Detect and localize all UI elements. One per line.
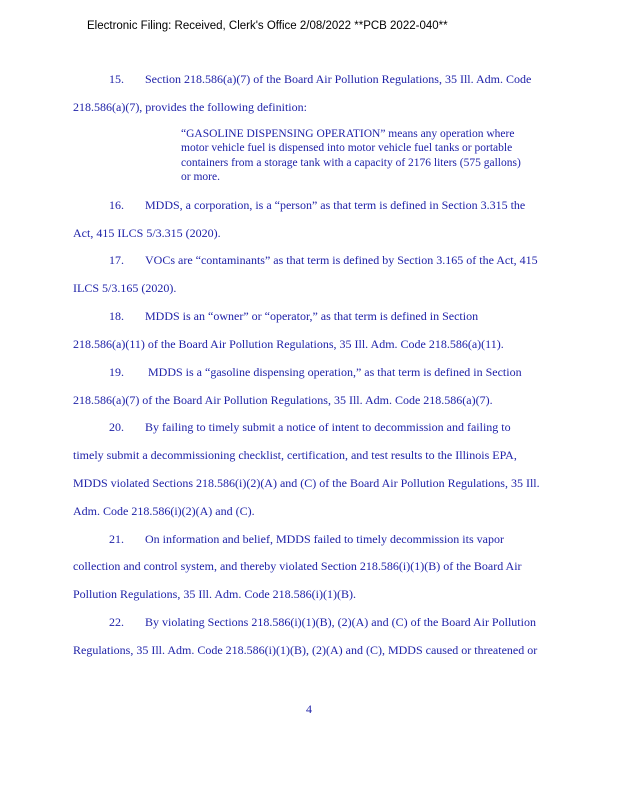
quote-line: or more. bbox=[181, 171, 220, 184]
paragraph-number: 16. bbox=[109, 198, 124, 212]
paragraph-line: collection and control system, and thereby violated Section 218.586(i)(1)(B) of the Board Air bbox=[73, 559, 522, 573]
paragraph-number: 21. bbox=[109, 532, 124, 546]
paragraph-line: 218.586(a)(11) of the Board Air Pollution Regulations, 35 Ill. Adm. Code 218.586(a)(11). bbox=[73, 337, 504, 351]
filing-stamp-header: Electronic Filing: Received, Clerk's Office 2/08/2022 **PCB 2022-040** bbox=[87, 20, 448, 32]
paragraph-line: 218.586(a)(7) of the Board Air Pollution Regulations, 35 Ill. Adm. Code 218.586(a)(7). bbox=[73, 393, 493, 407]
paragraph-number: 17. bbox=[109, 253, 124, 267]
paragraph-line: Act, 415 ILCS 5/3.315 (2020). bbox=[73, 226, 221, 240]
quote-line: containers from a storage tank with a capacity of 2176 liters (575 gallons) bbox=[181, 156, 521, 169]
paragraph-line: MDDS is a “gasoline dispensing operation,” as that term is defined in Section bbox=[148, 365, 522, 379]
paragraph-line: 218.586(a)(7), provides the following definition: bbox=[73, 100, 307, 114]
paragraph-line: On information and belief, MDDS failed to timely decommission its vapor bbox=[145, 532, 504, 546]
paragraph-line: MDDS, a corporation, is a “person” as that term is defined in Section 3.315 the bbox=[145, 198, 526, 212]
paragraph-line: Pollution Regulations, 35 Ill. Adm. Code 218.586(i)(1)(B). bbox=[73, 587, 356, 601]
page-number: 4 bbox=[306, 702, 312, 716]
paragraph-line: timely submit a decommissioning checklist, certification, and test results to the Illinois EPA, bbox=[73, 448, 517, 462]
paragraph-line: Section 218.586(a)(7) of the Board Air Pollution Regulations, 35 Ill. Adm. Code bbox=[145, 72, 532, 86]
quote-line: “GASOLINE DISPENSING OPERATION” means any operation where bbox=[181, 128, 515, 140]
paragraph-line: MDDS violated Sections 218.586(i)(2)(A) and (C) of the Board Air Pollution Regulations, 35 Ill. bbox=[73, 476, 540, 490]
paragraph-number: 15. bbox=[109, 72, 124, 86]
quote-line: motor vehicle fuel is dispensed into motor vehicle fuel tanks or portable bbox=[181, 142, 513, 155]
paragraph-number: 19. bbox=[109, 365, 124, 379]
paragraph-line: VOCs are “contaminants” as that term is defined by Section 3.165 of the Act, 415 bbox=[145, 253, 538, 267]
definition-block-quote bbox=[181, 127, 591, 185]
paragraph-number: 22. bbox=[109, 615, 124, 629]
paragraph-line: By violating Sections 218.586(i)(1)(B), (2)(A) and (C) of the Board Air Pollution bbox=[145, 615, 536, 629]
paragraph-line: Adm. Code 218.586(i)(2)(A) and (C). bbox=[73, 504, 255, 518]
paragraph-line: MDDS is an “owner” or “operator,” as that term is defined in Section bbox=[145, 309, 479, 323]
paragraph-line: Regulations, 35 Ill. Adm. Code 218.586(i)(1)(B), (2)(A) and (C), MDDS caused or threatened or bbox=[73, 643, 538, 657]
paragraph-number: 18. bbox=[109, 309, 124, 323]
paragraph-line: By failing to timely submit a notice of intent to decommission and failing to bbox=[145, 420, 511, 434]
paragraph-number: 20. bbox=[109, 420, 124, 434]
paragraph-line: ILCS 5/3.165 (2020). bbox=[73, 281, 177, 295]
